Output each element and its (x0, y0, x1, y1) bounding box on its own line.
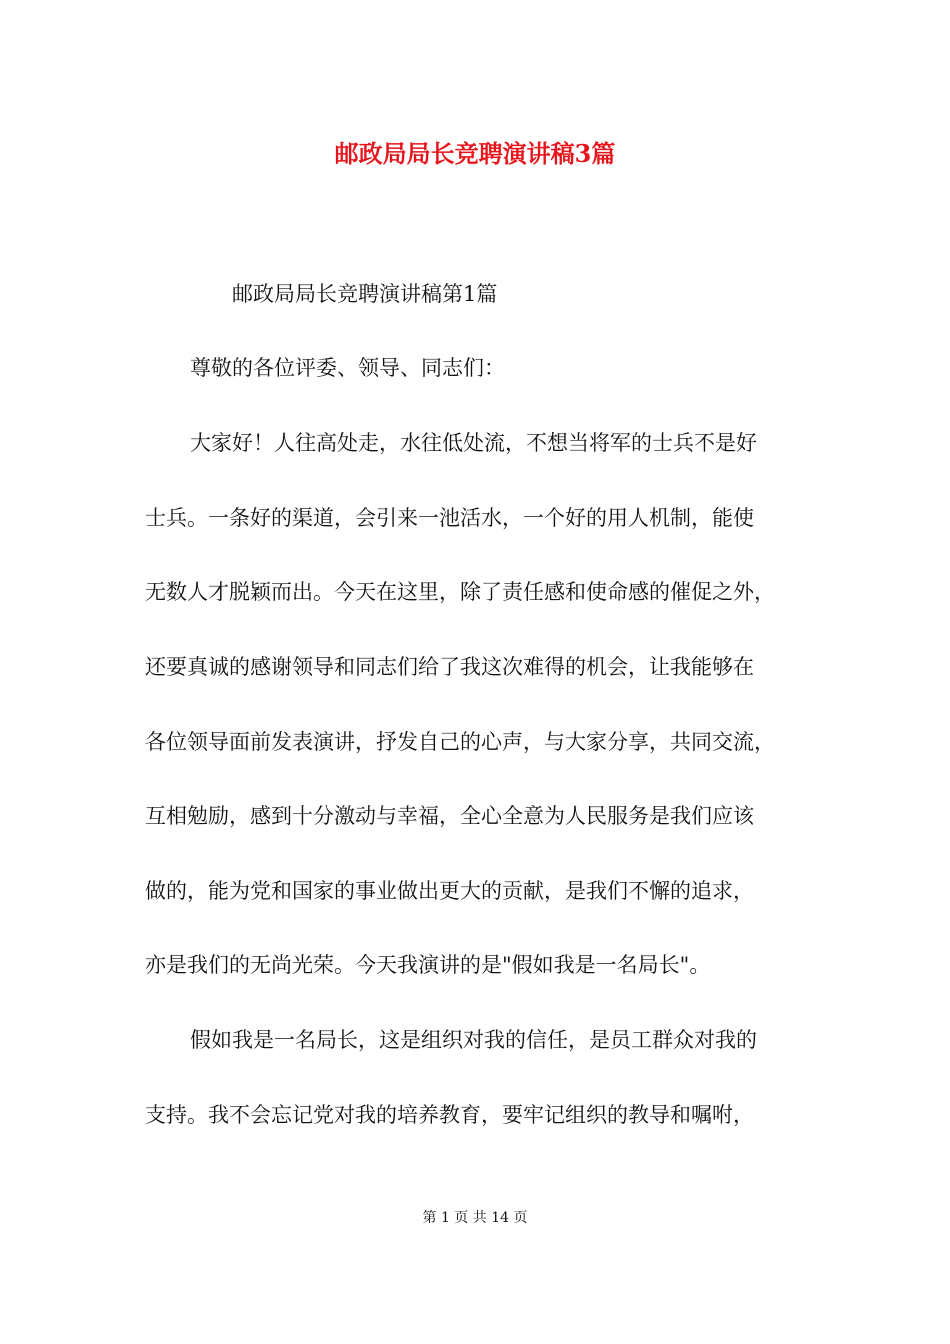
paragraph-line: 互相勉励，感到十分激动与幸福，全心全意为人民服务是我们应该 (145, 804, 754, 828)
paragraph-line: 各位领导面前发表演讲，抒发自己的心声，与大家分享，共同交流， (145, 730, 775, 754)
paragraph-line: 支持。我不会忘记党对我的培养教育，要牢记组织的教导和嘱咐， (145, 1103, 754, 1127)
paragraph-line: 大家好！人往高处走，水往低处流，不想当将军的士兵不是好 (190, 431, 757, 455)
salutation: 尊敬的各位评委、领导、同志们： (190, 356, 505, 380)
section-heading: 邮政局局长竞聘演讲稿第1篇 (232, 282, 498, 306)
page-number: 第 1 页 共 14 页 (422, 1210, 528, 1226)
paragraph-line: 无数人才脱颖而出。今天在这里，除了责任感和使命感的催促之外， (145, 580, 775, 604)
paragraph-line: 士兵。一条好的渠道，会引来一池活水，一个好的用人机制，能使 (145, 506, 754, 530)
paragraph-line: 假如我是一名局长，这是组织对我的信任，是员工群众对我的 (190, 1028, 757, 1052)
paragraph-line: 还要真诚的感谢领导和同志们给了我这次难得的机会，让我能够在 (145, 655, 754, 679)
document-title: 邮政局局长竞聘演讲稿3篇 (334, 139, 616, 168)
paragraph-line: 亦是我们的无尚光荣。今天我演讲的是"假如我是一名局长"。 (145, 953, 711, 977)
paragraph-line: 做的，能为党和国家的事业做出更大的贡献，是我们不懈的追求， (145, 879, 754, 903)
